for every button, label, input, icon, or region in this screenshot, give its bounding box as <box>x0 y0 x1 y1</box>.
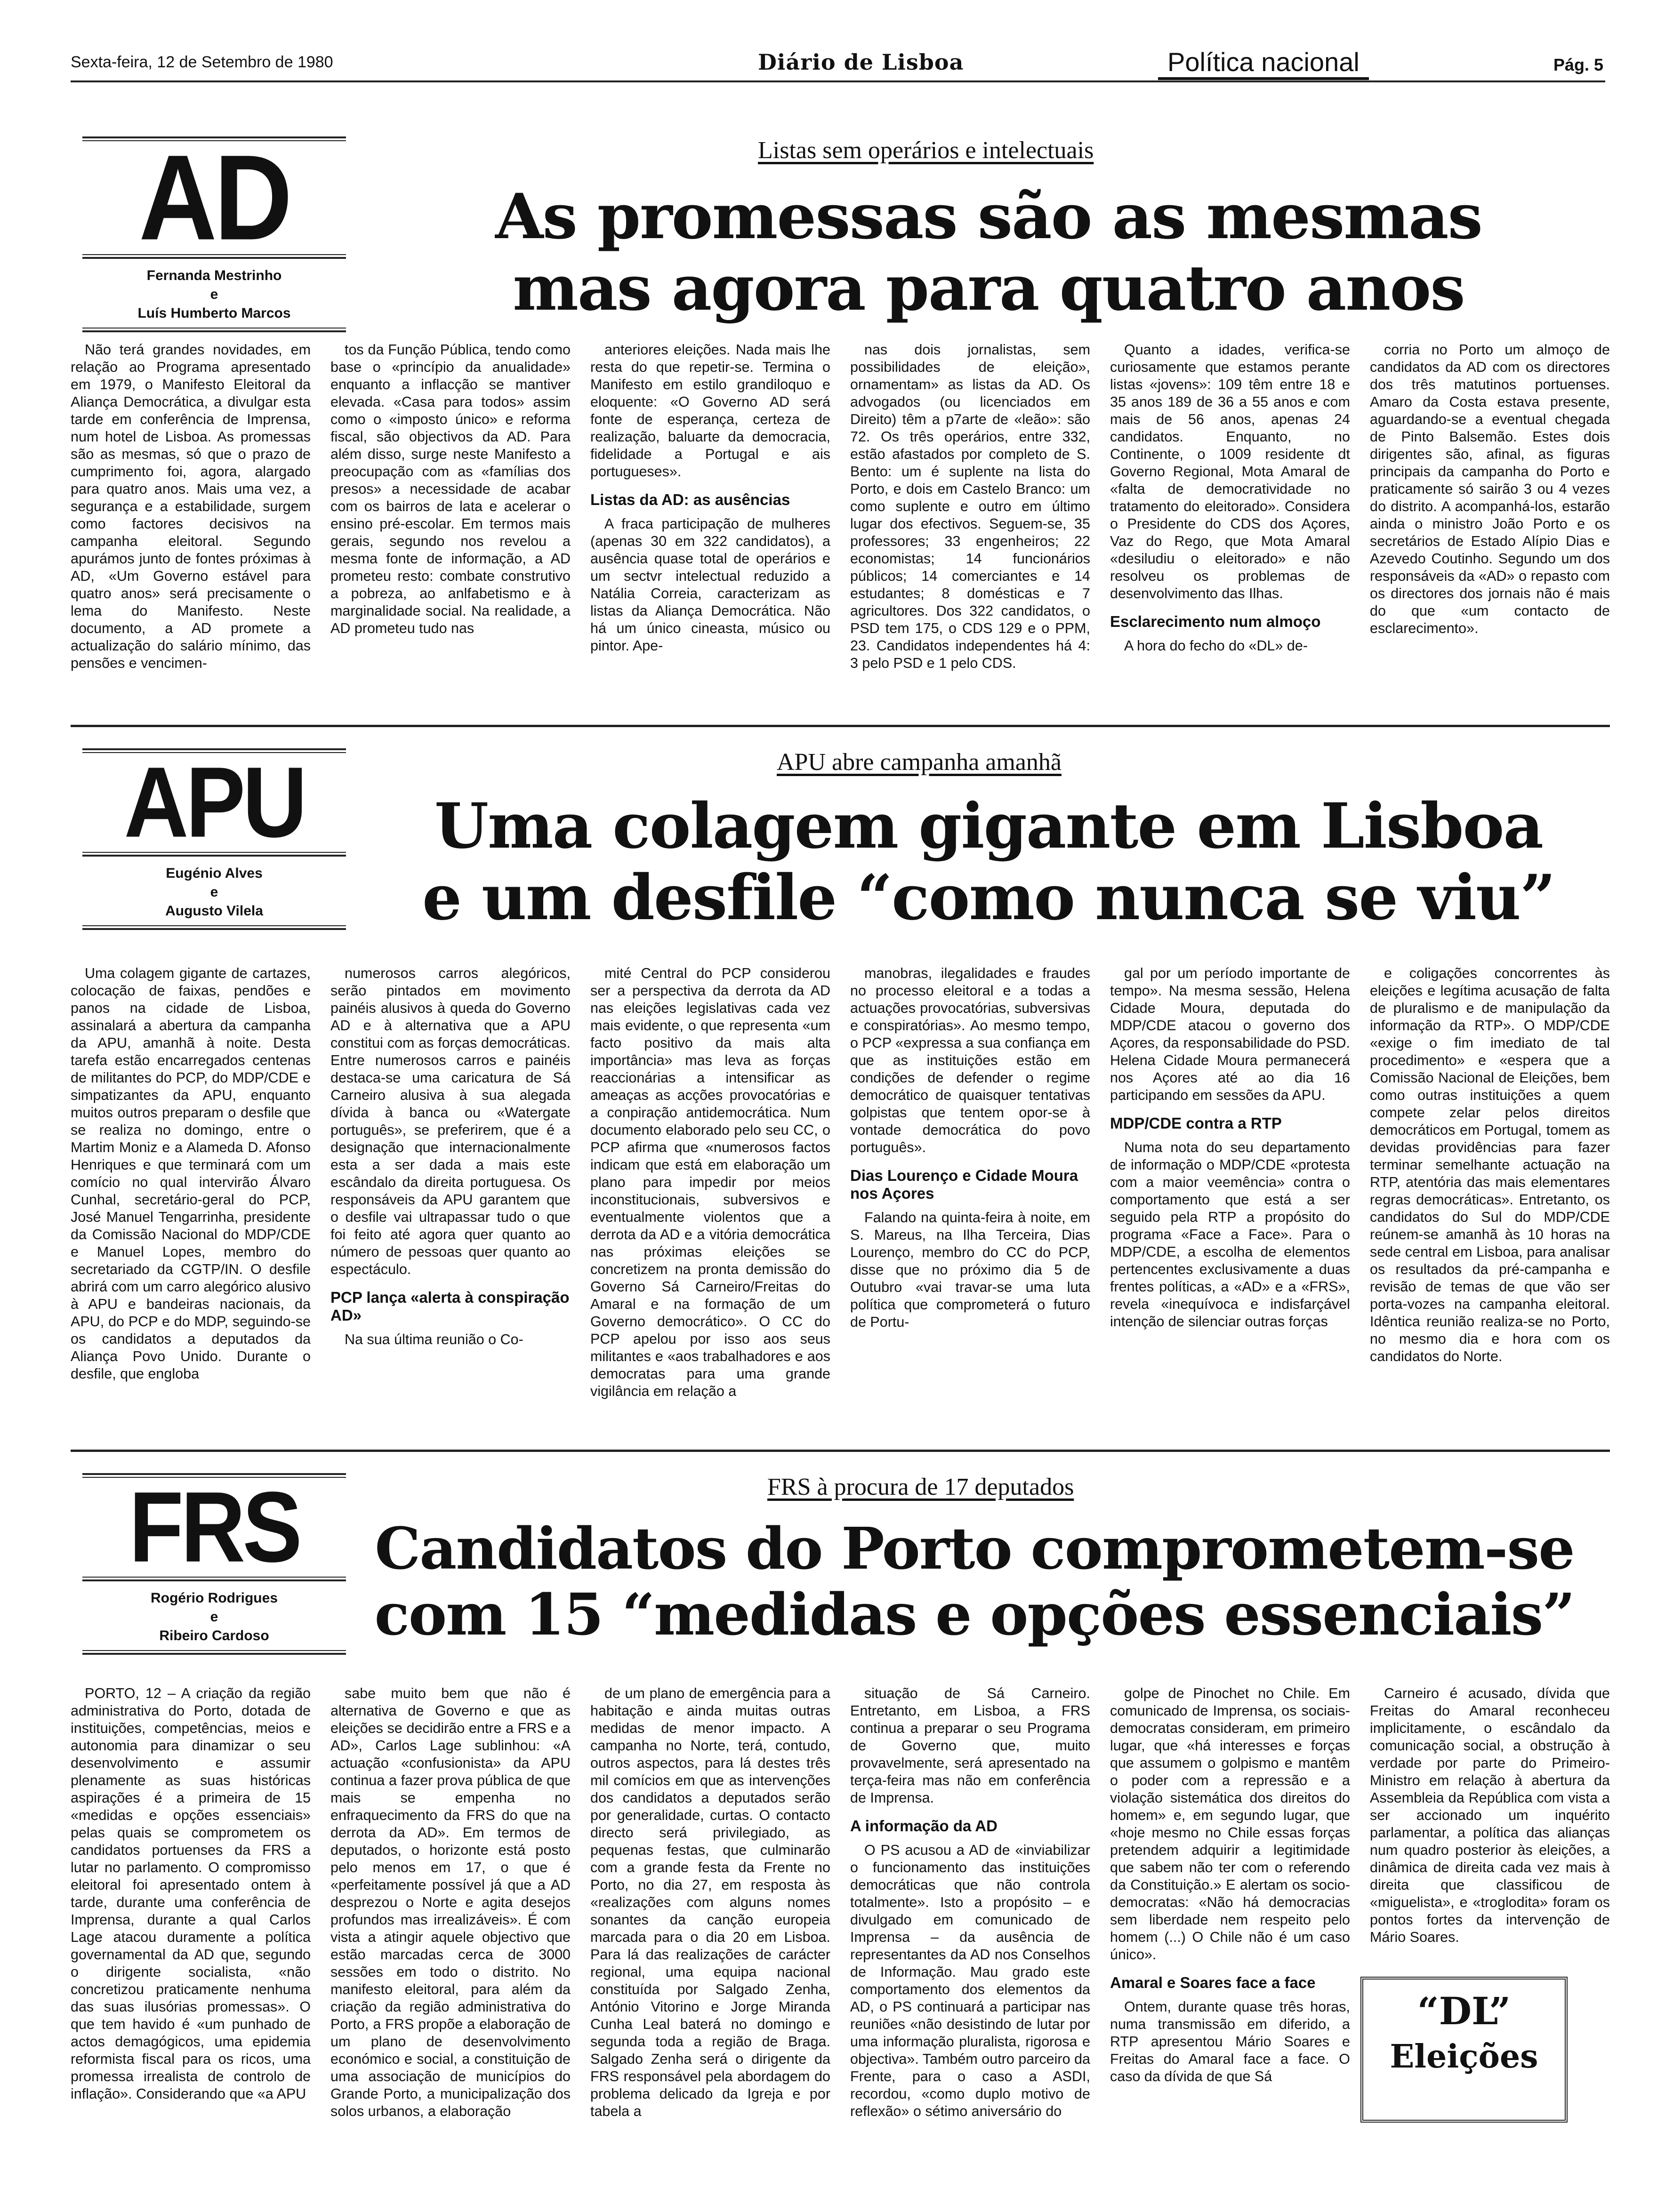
paragraph: nas dois jornalistas, sem possibilidades de eleição», ornamentam» as listas da AD. Os advogados (ou licenciados em Direito) têm a p7arte de «leão»: são 72. Os três operários, entre 332, estão afastados por completo de S. Bento: um é suplente na lista do Porto, e dois em Castelo Branco: um como suplente e outro em último lugar dos efectivos. Seguem-se, 35 professores; 33 engenheiros; 22 economistas; 14 funcionários públicos; 14 comerciantes e 14 estudantes; 8 domésticas e 7 agricultores. Dos 322 candidatos, o PSD tem 175, o CDS 129 e o PPM, 23. Candidatos independentes há 4: 3 pelo PSD e 1 pelo CDS. <box>850 342 1090 671</box>
author-name: Rogério Rodrigues <box>150 1590 278 1606</box>
article-column <box>590 965 830 1440</box>
paragraph: Não terá grandes novidades, em relação ao Programa apresentado em 1979, o Manifesto Eleitoral da Aliança Democrática, a divulgar esta tarde em conferência de Imprensa, num hotel de Lisboa. As promessas são as mesmas, só que o prazo de cumprimento foi, agora, alargado para quatro anos. Mais uma vez, a segurança e a estabilidade, surgem como factores decisivos na campanha eleitoral. Segundo apurámos junto de fontes próximas à AD, «Um Governo estável para quatro anos» será precisamente o lema do Manifesto. Neste documento, a AD promete a actualização do salário mínimo, das pensões e vencimen- <box>71 342 311 671</box>
paragraph: Ontem, durante quase três horas, numa transmissão em diferido, a RTP apresentou Mário Soares e Freitas do Amaral face a face. O caso da dívida de que Sá <box>1110 1999 1350 2084</box>
paragraph: A fraca participação de mulheres (apenas 30 em 322 candidatos), a ausência quase total de operários e um sectvr intelectual reduzido a Natália Correia, caracterizam as listas da Aliança Democrática. Não há um único cineasta, músico ou pintor. Ape- <box>590 516 830 654</box>
article-column <box>330 1685 571 2193</box>
headline-line: Uma colagem gigante em Lisboa <box>434 790 1543 863</box>
author-join: e <box>210 884 218 900</box>
headline-line: e um desfile “como nunca se viu” <box>422 861 1555 934</box>
section-divider <box>71 725 1610 727</box>
article-columns-apu <box>71 965 1610 1440</box>
kicker-ad: Listas sem operários e intelectuais <box>758 137 1094 164</box>
headline-ad <box>419 181 1558 324</box>
author-join: e <box>210 1609 218 1625</box>
article-column <box>1110 965 1350 1440</box>
article-column <box>1110 341 1350 713</box>
author-byline-ad <box>82 266 346 323</box>
dl-box-title: “DL” <box>1417 1989 1511 2033</box>
headline-frs <box>372 1515 1577 1648</box>
subheading: Amaral e Soares face a face <box>1110 1974 1316 1991</box>
article-column <box>850 965 1090 1440</box>
paragraph: situação de Sá Carneiro. Entretanto, em Lisboa, a FRS continua a preparar o seu Programa de Governo que, muito provavelmente, será apresentado na terça-feira mas não em conferência de Imprensa. <box>850 1685 1090 1806</box>
paragraph: sabe muito bem que não é alternativa de Governo e que as eleições se decidirão entre a FRS e a AD», Carlos Lage sublinhou: «A actuação «confusionista» da APU continua a fazer prova pública de que mais se empenha no enfraquecimento da FRS do que na derrota da AD». Em termos de deputados, o horizonte está posto pelo menos em 17, o que é «perfeitamente possível já que a AD desprezou o Norte e agita desejos profundos mas irrealizáveis». É com vista a atingir aquele objectivo que estão marcadas cerca de 3000 sessões em todo o distrito. No manifesto eleitoral, para além da criação da região administrativa do Porto, a FRS propõe a elaboração de um plano de desenvolvimento económico e social, a constituição de uma associação de municípios do Grande Porto, a municipalização dos solos urbanos, a elaboração <box>330 1685 571 2119</box>
article-column <box>71 965 311 1440</box>
paragraph: A hora do fecho do «DL» de- <box>1124 638 1308 654</box>
author-byline-frs <box>82 1589 346 1645</box>
paragraph: Uma colagem gigante de cartazes, colocação de faixas, pendões e panos na cidade de Lisboa, assinalará a abertura da campanha da APU, amanhã à noite. Desta tarefa estão encarregados centenas de militantes do PCP, do MDP/CDE e simpatizantes da APU, enquanto muitos outros preparam o desfile que se realiza no domingo, entre o Martim Moniz e a Alameda D. Afonso Henriques e que terminará com um comício no qual intervirão Álvaro Cunhal, secretário-geral do PCP, José Manuel Tengarrinha, presidente da Comissão Nacional do MDP/CDE e Manuel Lopes, membro do secretariado da CGTP/IN. O desfile abrirá com um carro alegórico alusivo à APU e bandeiras nacionais, da APU, do PCP e do MDP, seguindo-se os candidatos a deputados da Aliança Povo Unido. Durante o desfile, que engloba <box>71 965 311 1382</box>
paragraph: Quanto a idades, verifica-se curiosamente que estamos perante listas «jovens»: 109 têm entre 18 e 35 anos 189 de 36 a 55 anos e com mais de 56 anos, apenas 24 candidatos. Enquanto, no Continente, o 1009 residente dt Governo Regional, Mota Amaral de «falta de democratividade no tratamento do eleitorado». Considera o Presidente do CDS dos Açores, Vaz do Rego, que Mota Amaral «desiludiu o eleitorado» e não resolveu os problemas de desenvolvimento das Ilhas. <box>1110 342 1350 601</box>
author-byline-apu <box>82 864 346 921</box>
author-name: Ribeiro Cardoso <box>159 1628 269 1643</box>
article-column <box>1370 1685 1610 1977</box>
paragraph: numerosos carros alegóricos, serão pintados em movimento painéis alusivos à queda do Governo AD e à alternativa que a APU constitui com as forças democráticas. Entre numerosos carros e painéis destaca-se uma caricatura de Sá Carneiro alusiva à sua alegada dívida à banca ou «Watergate português», se preferirem, que é a designação que internacionalmente esta a ser dada a mais este escândalo da direita portuguesa. Os responsáveis da APU garantem que o desfile vai ultrapassar tudo o que foi feito até agora quer quanto ao número de pessoas quer quanto ao espectáculo. <box>330 965 571 1277</box>
section-divider <box>71 1450 1610 1452</box>
author-name: Fernanda Mestrinho <box>146 268 282 283</box>
headline-line: As promessas são as mesmas <box>495 180 1482 253</box>
article-column <box>1110 1685 1350 2193</box>
headline-line: Candidatos do Porto comprometem-se <box>375 1515 1574 1582</box>
article-column <box>850 1685 1090 2193</box>
party-name-frs: FRS <box>129 1471 299 1583</box>
issue-date: Sexta-feira, 12 de Setembro de 1980 <box>71 53 333 71</box>
kicker-apu: APU abre campanha amanhã <box>777 749 1062 776</box>
party-box-frs <box>82 1473 346 1655</box>
author-name: Luís Humberto Marcos <box>137 305 291 321</box>
dl-box-subtitle: Eleições <box>1390 2038 1538 2076</box>
paragraph: golpe de Pinochet no Chile. Em comunicado de Imprensa, os sociais-democratas consideram, em primeiro lugar, que «há interesses e forças que assumem o golpismo e mantêm o poder com a repressão e a violação sistemática dos direitos do homem» e, em segundo lugar, que «hoje mesmo no Chile essas forças pretendem adquirir a legitimidade que sabem não ter com o referendo da Constituição.» E alertam os socio-democratas: «Não há democracias sem liberdade nem respeito pelo homem (...) O Chile não é um caso único». <box>1110 1685 1350 1963</box>
subheading: Esclarecimento num almoço <box>1110 613 1321 630</box>
section-title: Política nacional <box>1158 47 1369 80</box>
masthead <box>71 45 1605 82</box>
party-rule <box>82 328 346 332</box>
author-name: Eugénio Alves <box>166 866 263 881</box>
author-name: Augusto Vilela <box>165 903 263 919</box>
paragraph: Numa nota do seu departamento de informação o MDP/CDE «protesta com a maior veemência» contra o comportamento que está a ser seguido pela RTP a propósito do programa «Face a Face». Para o MDP/CDE, a escolha de elementos pertencentes exclusivamente a duas frentes políticas, a «AD» e a «FRS», revela «inequívoca e indisfarçável intenção de silenciar outras forças <box>1110 1139 1350 1330</box>
article-column <box>1370 341 1610 713</box>
article-columns-ad <box>71 341 1610 713</box>
article-column <box>71 1685 311 2193</box>
party-box-ad <box>82 129 346 332</box>
paragraph: O PS acusou a AD de «inviabilizar o funcionamento das instituições democráticas que não controla totalmente». Isto a propósito – e divulgado em comunicado de Imprensa – da ausência de representantes da AD nos Conselhos de Informação. Mau grado este comportamento dos elementos da AD, o PS continuará a participar nas reuniões «não desistindo de lutar por uma informação pluralista, rigorosa e objectiva». Também outro parceiro da Frente, para o caso a ASDI, recordou, «como duplo motivo de reflexão» o sétimo aniversário do <box>850 1842 1090 2119</box>
party-rule <box>82 1650 346 1655</box>
paragraph: gal por um período importante de tempo». Na mesma sessão, Helena Cidade Moura, deputada do MDP/CDE atacou o governo dos Açores, da responsabilidade do PSD. Helena Cidade Moura permanecerá nos Açores até ao dia 16 participando em sessões da APU. <box>1110 965 1350 1103</box>
subheading: Listas da AD: as ausências <box>590 491 790 508</box>
party-box-apu <box>82 748 346 930</box>
paragraph: e coligações concorrentes às eleições e legítima acusação de falta de pluralismo e de manipulação da informação da RTP». O MDP/CDE «exige o fim imediato de tal procedimento» e «espera que a Comissão Nacional de Eleições, bem como outras instituições a quem compete zelar pelos direitos democráticos em Portugal, tomem as devidas providências para fazer terminar semelhante actuação na RTP, atentória das mais elementares regras democráticas». Entretanto, os candidatos do Sul do MDP/CDE reúnem-se amanhã às 10 horas na sede central em Lisboa, para analisar os resultados da pré-campanha e revisão de temas de que vão ser porta-vozes na campanha eleitoral. Idêntica reunião realiza-se no Porto, no mesmo dia e hora com os candidatos do Norte. <box>1370 965 1610 1364</box>
article-column <box>1370 965 1610 1440</box>
subheading: Dias Lourenço e Cidade Moura nos Açores <box>850 1167 1078 1202</box>
subheading: MDP/CDE contra a RTP <box>1110 1114 1282 1132</box>
paragraph: Falando na quinta-feira à noite, em S. Mareus, na Ilha Terceira, Dias Lourenço, membro do CC do PCP, disse que no próximo dia 5 de Outubro «vai travar-se uma luta política que comprometerá o futuro de Portu- <box>850 1210 1090 1330</box>
paragraph: PORTO, 12 – A criação da região administrativa do Porto, dotada de instituições, competências, meios e autonomia para dinamizar o seu desenvolvimento e assumir plenamente as suas históricas aspirações é a primeira de 15 «medidas e opções essenciais» pelas quais se comprometem os candidatos portuenses da FRS a lutar no parlamento. O compromisso eleitoral foi apresentado ontem à tarde, durante uma conferência de Imprensa, durante a qual Carlos Lage atacou duramente a política governamental da AD que, segundo o dirigente socialista, «não concretizou praticamente nenhuma das suas ilusórias promessas». O que tem havido é «um punhado de actos demagógicos, uma epidemia reformista fiscal para os ricos, uma promessa irrealista de controlo de inflação». Considerando que «a APU <box>71 1685 311 2102</box>
paragraph: tos da Função Pública, tendo como base o «princípio da anualidade» enquanto a inflacção se mantiver elevada. «Casa para todos» assim como o «imposto único» e reforma fiscal, são objectivos da AD. Para além disso, surge neste Manifesto a preocupação com as «famílias dos presos» a necessidade de acabar com os bairros de lata e acelerar o ensino pré-escolar. Em termos mais gerais, segundo nos revelou a mesma fonte de informação, a AD prometeu resto: combate construtivo a pobreza, ao anlfabetismo e à marginalidade social. Na realidade, a AD prometeu tudo nas <box>330 342 571 636</box>
dl-eleicoes-box <box>1360 1977 1568 2123</box>
party-name-ad: AD <box>138 129 290 265</box>
headline-apu <box>419 791 1558 934</box>
article-column <box>71 341 311 713</box>
page-number: Pág. 5 <box>1553 55 1604 74</box>
paragraph: Na sua última reunião o Co- <box>345 1331 523 1347</box>
paragraph: Carneiro é acusado, dívida que Freitas do Amaral reconheceu implicitamente, o escândalo da comunicação social, a obstrução à verdade por parte do Primeiro-Ministro em relação à abertura da Assembleia da República com vista a ser accionado um inquérito parlamentar, a política das alianças num quadro posterior às eleições, a dinâmica de direita cada vez mais à direita que classificou de «miguelista», e «troglodita» foram os pontos fortes da intervenção de Mário Soares. <box>1370 1685 1610 1945</box>
author-join: e <box>210 287 218 302</box>
article-column <box>330 341 571 713</box>
headline-line: mas agora para quatro anos <box>513 251 1464 325</box>
article-column <box>590 341 830 713</box>
party-rule <box>82 925 346 930</box>
paragraph: anteriores eleições. Nada mais lhe resta do que repetir-se. Termina o Manifesto em estilo grandiloquo e eloquente: «O Governo AD será fonte de esperança, certeza de realização, baluarte da democracia, fidelidade a Portugal e ais portugueses». <box>590 342 830 480</box>
party-name-apu: APU <box>124 746 305 858</box>
paragraph: de um plano de emergência para a habitação e ainda muitas outras medidas de menor impacto. A campanha no Norte, terá, contudo, outros aspectos, para lá destes três mil comícios em que as intervenções dos candidatos a deputados serão por generalidade, curtas. O contacto directo será privilegiado, as pequenas festas, que culminarão com a grande festa da Frente no Porto, no dia 27, em resposta às «realizações com alguns nomes sonantes da canção europeia marcada para o dia 20 em Lisboa. Para lá das realizações de carácter regional, uma equipa nacional constituída por Salgado Zenha, António Vitorino e Jorge Miranda Cunha Leal baterá no domingo e segunda toda a região de Braga. Salgado Zenha será o dirigente da FRS responsável pela abordagem do problema delicado da Igreja e por tabela a <box>590 1685 830 2119</box>
kicker-frs: FRS à procura de 17 deputados <box>767 1474 1074 1500</box>
paragraph: mité Central do PCP considerou ser a perspectiva da derrota da AD nas eleições legislativas cada vez mais evidente, o que representa «um facto positivo da mais alta importância» mas leva as forças reaccionárias a intensificar as ameaças as acções provocatórias e a conpiração antidemocrática. Num documento elaborado pelo seu CC, o PCP afirma que «numerosos factos indicam que está em elaboração um plano para impedir por meios inconstitucionais, subversivos e eventualmente violentos que a derrota da AD e a vitória democrática nas próximas eleições se concretizem na pronta demissão do Governo Sá Carneiro/Freitas do Amaral e na formação de um Governo democrático». O CC do PCP apelou por isso aos seus militantes e «aos trabalhadores e aos democratas para uma grande vigilância em relação a <box>590 965 830 1399</box>
paragraph: manobras, ilegalidades e fraudes no processo eleitoral e a todas a actuações provocatórias, subversivas e conspiratórias». Ao mesmo tempo, o PCP «expressa a sua confiança em que as instituições estão em condições de defender o regime democrático de quaisquer tentativas golpistas que tentem opor-se à vontade democrática do povo português». <box>850 965 1090 1155</box>
newspaper-name: Diário de Lisboa <box>758 49 964 75</box>
article-column <box>330 965 571 1440</box>
subheading: PCP lança «alerta à conspiração AD» <box>330 1289 570 1324</box>
headline-line: com 15 “medidas e opções essenciais” <box>374 1580 1575 1649</box>
paragraph: corria no Porto um almoço de candidatos da AD com os directores dos três matutinos portuenses. Amaro da Costa estava presente, aguardando-se a eventual chegada de Pinto Balsemão. Estes dois dirigentes são, afinal, as figuras principais da campanha do Porto e praticamente só sairão 3 ou 4 vezes do distrito. A acompanhá-los, estarão ainda o ministro João Porto e os secretários de Estado Alípio Dias e Azevedo Coutinho. Segundo um dos responsáveis da «AD» o repasto com os directores dos jornais não é mais do que «um contacto de esclarecimento». <box>1370 342 1610 636</box>
article-column <box>850 341 1090 713</box>
article-column <box>590 1685 830 2193</box>
subheading: A informação da AD <box>850 1817 997 1835</box>
